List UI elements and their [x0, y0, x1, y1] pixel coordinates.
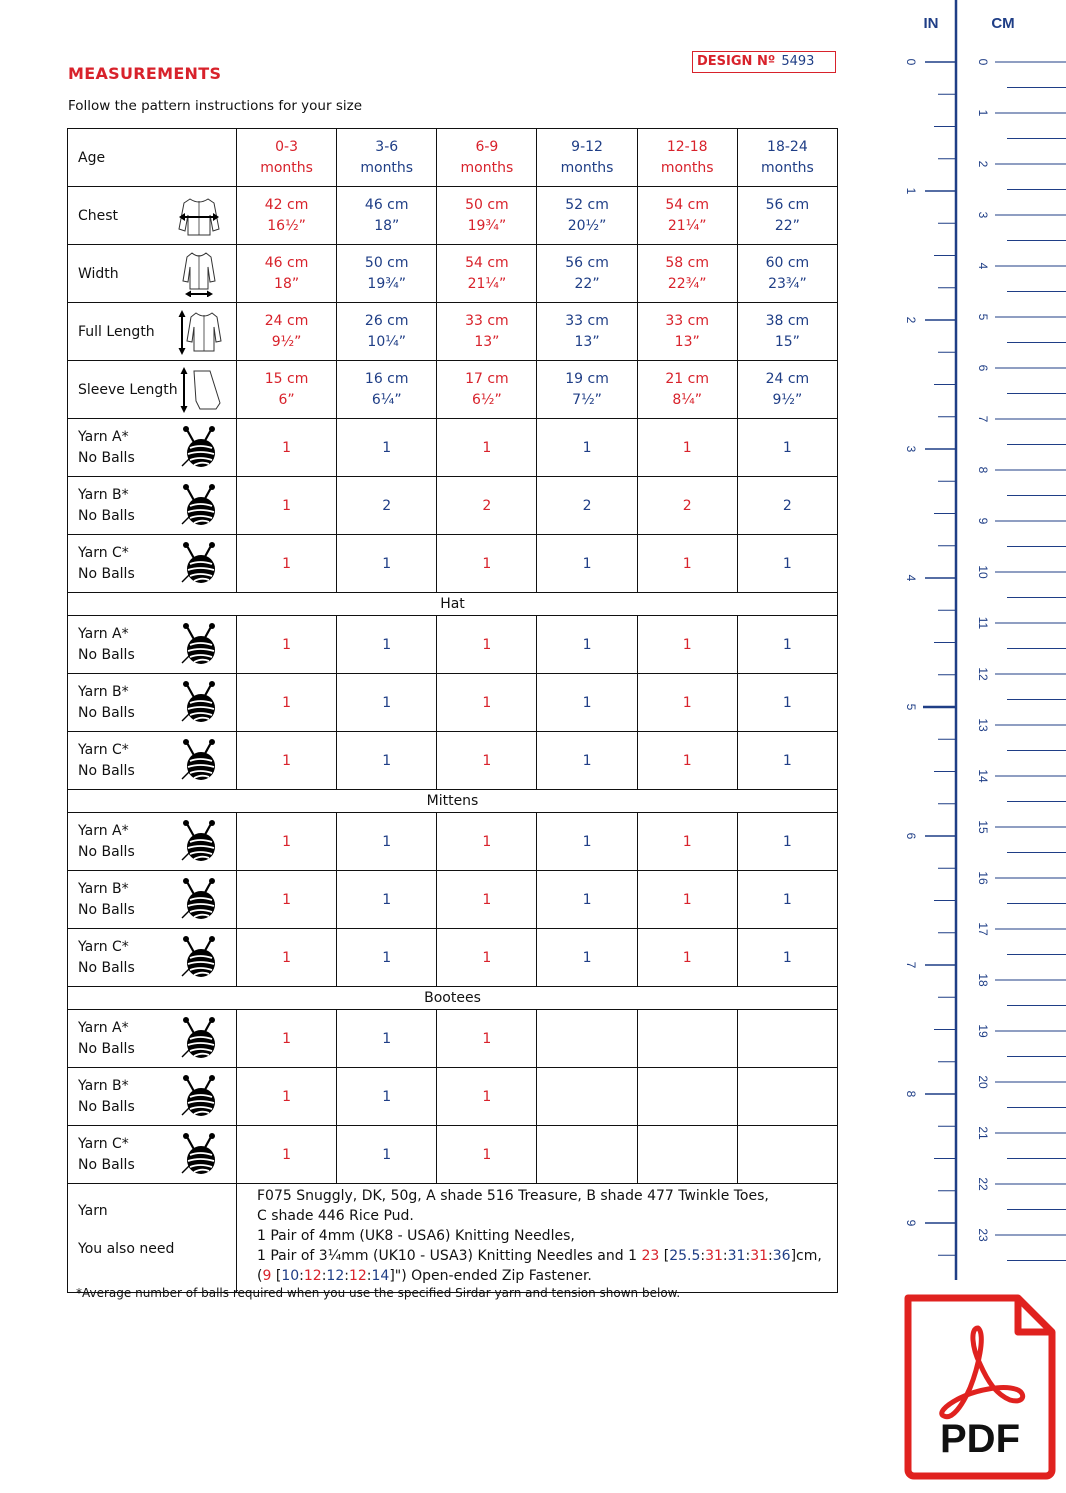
measurement-inches: 18”: [274, 275, 300, 292]
measurement-cm: 24 cm: [765, 370, 810, 387]
ruler-cm-number: 11: [976, 616, 990, 630]
section-row: [68, 593, 838, 616]
ruler-cm-number: 0: [976, 58, 990, 66]
also-need-heading: You also need: [78, 1241, 175, 1257]
age-unit: months: [260, 159, 313, 176]
yarn-balls-cell: 1: [337, 871, 437, 929]
yarn-balls-cell: 1: [437, 1010, 537, 1068]
ruler-cm-number: 9: [976, 517, 990, 525]
ruler-cm-number: 23: [976, 1228, 990, 1242]
yarn-balls-cell: 1: [537, 674, 637, 732]
yarn-balls-cell: 1: [437, 674, 537, 732]
measurement-inches: 9½”: [271, 333, 302, 350]
yarn-balls-cell: 1: [437, 813, 537, 871]
yarn-balls-cell: 1: [737, 929, 837, 987]
yarn-balls-cell: 1: [637, 419, 737, 477]
design-number-box: [692, 51, 836, 73]
ruler-inch-number: 4: [904, 574, 918, 582]
measurement-inches: 7½”: [572, 391, 602, 408]
measurement-inches: 13”: [674, 333, 700, 350]
yarn-label: Yarn C* No Balls: [68, 535, 237, 593]
ruler-cm-number: 15: [976, 820, 990, 834]
yarn-balls-cell: 1: [337, 813, 437, 871]
section-row: [68, 790, 838, 813]
age-unit: months: [560, 159, 614, 176]
zip-size-in: 14: [371, 1268, 390, 1284]
ruler-cm-number: 4: [976, 262, 990, 270]
age-cell: [537, 129, 637, 187]
ruler-inch-number: 0: [904, 58, 918, 66]
measurement-inches: 21¼”: [467, 275, 507, 292]
age-cell: [337, 129, 437, 187]
measurement-cm: 42 cm: [264, 196, 309, 213]
yarn-row: [68, 419, 838, 477]
ruler-cm-number: 5: [976, 313, 990, 321]
zip-size-cm: 31: [705, 1248, 723, 1264]
yarn-balls-cell: 2: [337, 477, 437, 535]
measurement-cm: 21 cm: [665, 370, 709, 387]
measurement-cm: 50 cm: [364, 254, 409, 271]
yarn-balls-cell: 1: [437, 732, 537, 790]
yarn-balls-cell: 1: [637, 813, 737, 871]
yarn-balls-cell: 1: [737, 616, 837, 674]
ruler-inch-number: 8: [904, 1090, 918, 1098]
yarn-balls-cell: 1: [237, 871, 337, 929]
zip-size-cm: 23: [641, 1248, 660, 1264]
measurement-cell: [437, 303, 537, 361]
yarn-balls-cell: 1: [337, 674, 437, 732]
ruler-cm-number: 1: [976, 109, 990, 117]
age-range: 18-24: [767, 138, 808, 155]
section-row: [68, 987, 838, 1010]
yarn-label: Yarn B* No Balls: [68, 871, 237, 929]
measurement-cell: [637, 361, 737, 419]
yarn-balls-cell: 1: [337, 616, 437, 674]
ruler-cm-number: 3: [976, 211, 990, 219]
yarn-balls-cell: 1: [637, 674, 737, 732]
measurement-cm: 60 cm: [765, 254, 810, 271]
ruler-inch-number: 7: [904, 961, 918, 969]
yarn-balls-cell: [637, 1010, 737, 1068]
measurement-inches: 22”: [774, 217, 800, 234]
yarn-balls-cell: 1: [637, 535, 737, 593]
measurement-cm: 19 cm: [565, 370, 609, 387]
yarn-row: [68, 616, 838, 674]
yarn-balls-cell: 1: [737, 871, 837, 929]
age-range: 9-12: [571, 138, 603, 155]
yarn-balls-cell: 1: [337, 929, 437, 987]
ruler-cm-number: 22: [976, 1177, 990, 1191]
yarn-label: Yarn C* No Balls: [68, 732, 237, 790]
age-range: 6-9: [475, 138, 499, 155]
ruler-inch-number: 6: [904, 832, 918, 840]
measurement-cell: [537, 303, 637, 361]
measurement-label: Full Length: [68, 303, 237, 361]
ruler-cm-number: 20: [976, 1075, 990, 1089]
age-cell: [637, 129, 737, 187]
measurement-inches: 8¼”: [672, 391, 703, 408]
yarn-balls-cell: [637, 1068, 737, 1126]
yarn-balls-cell: 1: [537, 732, 637, 790]
yarn-balls-cell: 1: [537, 535, 637, 593]
section-title: Bootees: [68, 987, 838, 1010]
measurement-inches: 9½”: [772, 391, 803, 408]
measurement-cm: 56 cm: [765, 196, 810, 213]
measurement-cell: [637, 303, 737, 361]
ruler-cm-number: 2: [976, 160, 990, 168]
yarn-balls-cell: 1: [337, 1010, 437, 1068]
yarn-balls-cell: 1: [637, 732, 737, 790]
yarn-balls-cell: [737, 1068, 837, 1126]
measurement-cell: [337, 245, 437, 303]
measurement-cell: [337, 303, 437, 361]
ruler-cm-number: 6: [976, 364, 990, 372]
yarn-row: [68, 477, 838, 535]
zip-size-in: 12: [326, 1268, 345, 1284]
yarn-label: Yarn A* No Balls: [68, 419, 237, 477]
measurement-inches: 10¼”: [367, 333, 407, 350]
measurement-cm: 33 cm: [565, 312, 609, 329]
measurement-label: Width: [68, 245, 237, 303]
measurement-inches: 18”: [374, 217, 400, 234]
design-label: DESIGN Nº: [697, 54, 776, 69]
yarn-info-labels: [68, 1184, 237, 1293]
measurement-inches: 13”: [574, 333, 600, 350]
yarn-line-2: C shade 446 Rice Pud.: [257, 1208, 414, 1224]
yarn-balls-cell: 1: [237, 535, 337, 593]
measurement-cm: 17 cm: [465, 370, 509, 387]
yarn-balls-cell: [637, 1126, 737, 1184]
measurement-cell: [537, 361, 637, 419]
measurement-inches: 19¾”: [367, 275, 407, 292]
measurement-cell: [437, 187, 537, 245]
ruler-cm-number: 19: [976, 1024, 990, 1038]
measurement-cell: [737, 187, 837, 245]
measurement-inches: 23¾”: [768, 275, 807, 292]
yarn-label: Yarn B* No Balls: [68, 1068, 237, 1126]
yarn-balls-cell: 2: [737, 477, 837, 535]
yarn-label: Yarn C* No Balls: [68, 1126, 237, 1184]
yarn-balls-cell: 1: [237, 1068, 337, 1126]
yarn-balls-cell: 1: [737, 535, 837, 593]
yarn-balls-cell: 1: [337, 732, 437, 790]
yarn-balls-cell: 1: [237, 477, 337, 535]
yarn-info-row: [68, 1184, 838, 1293]
zip-size-cm: 31: [750, 1248, 769, 1264]
yarn-balls-cell: 2: [437, 477, 537, 535]
age-cell: [237, 129, 337, 187]
measurement-cell: [337, 361, 437, 419]
zip-size-cm: 31: [727, 1248, 746, 1264]
yarn-label: Yarn C* No Balls: [68, 929, 237, 987]
yarn-balls-cell: 1: [537, 871, 637, 929]
yarn-label: Yarn B* No Balls: [68, 674, 237, 732]
yarn-balls-cell: 1: [337, 1068, 437, 1126]
measurement-inches: 6½”: [472, 391, 502, 408]
yarn-balls-cell: 1: [637, 929, 737, 987]
yarn-balls-cell: 1: [337, 419, 437, 477]
measurement-cm: 16 cm: [364, 370, 409, 387]
measurement-inches: 6¼”: [371, 391, 402, 408]
yarn-row: [68, 1126, 838, 1184]
measurement-inches: 6”: [278, 391, 295, 408]
ruler-cm-number: 21: [976, 1126, 990, 1140]
zip-size-in: 10: [281, 1268, 300, 1284]
yarn-balls-cell: 1: [737, 419, 837, 477]
measurement-inches: 19¾”: [467, 217, 507, 234]
age-unit: months: [460, 159, 514, 176]
measurement-inches: 22¾”: [667, 275, 707, 292]
age-cell: [737, 129, 837, 187]
measurement-cm: 46 cm: [264, 254, 309, 271]
yarn-label: Yarn A* No Balls: [68, 616, 237, 674]
measurement-cm: 56 cm: [565, 254, 609, 271]
yarn-balls-cell: 1: [437, 871, 537, 929]
measurement-cell: [237, 303, 337, 361]
footnote: *Average number of balls required when you use the specified Sirdar yarn and tension shown below.: [76, 1286, 681, 1300]
measurement-row: [68, 361, 838, 419]
measurement-cm: 24 cm: [264, 312, 309, 329]
measurement-row: [68, 187, 838, 245]
yarn-row: [68, 674, 838, 732]
yarn-balls-cell: 2: [637, 477, 737, 535]
yarn-balls-cell: 1: [237, 929, 337, 987]
section-title: Hat: [68, 593, 838, 616]
measurement-label: Sleeve Length: [68, 361, 237, 419]
intro-text: Follow the pattern instructions for your size: [68, 98, 363, 114]
measurement-cm: 54 cm: [665, 196, 709, 213]
yarn-balls-cell: 1: [537, 929, 637, 987]
measurement-inches: 21¼”: [667, 217, 707, 234]
zip-line: (9 [10:12:12:12:14]") Open-ended Zip Fastener.: [257, 1268, 592, 1284]
age-range: 0-3: [275, 138, 299, 155]
yarn-line-1: F075 Snuggly, DK, 50g, A shade 516 Treasure, B shade 477 Twinkle Toes,: [257, 1188, 769, 1204]
zip-size-in: 12: [303, 1268, 322, 1284]
needles-line-1: 1 Pair of 4mm (UK8 - USA6) Knitting Needles,: [257, 1228, 575, 1244]
age-cell: [437, 129, 537, 187]
zip-size-cm: 36: [772, 1248, 791, 1264]
yarn-balls-cell: 1: [337, 535, 437, 593]
design-number: 5493: [781, 54, 815, 69]
measurement-cell: [237, 361, 337, 419]
measurement-cm: 58 cm: [665, 254, 709, 271]
yarn-balls-cell: 1: [237, 813, 337, 871]
needles-line-2: 1 Pair of 3¼mm (UK10 - USA3) Knitting Needles and 1 23 [25.5:31:31:31:36]cm,: [257, 1248, 822, 1264]
measurement-cm: 33 cm: [465, 312, 509, 329]
yarn-balls-cell: 1: [237, 1010, 337, 1068]
ruler-inch-number: 9: [904, 1219, 918, 1227]
measurement-inches: 22”: [574, 275, 600, 292]
measurement-cell: [437, 245, 537, 303]
yarn-balls-cell: 1: [237, 419, 337, 477]
measurement-inches: 20½”: [567, 217, 607, 234]
yarn-balls-cell: [537, 1126, 637, 1184]
ruler-cm-number: 7: [976, 415, 990, 423]
age-row: [68, 129, 838, 187]
zip-size-cm: 25.5: [669, 1248, 701, 1264]
yarn-info-text: [237, 1184, 838, 1293]
ruler-inch-number: 5: [904, 703, 918, 711]
measurements-table: [67, 128, 838, 1293]
ruler-inch-number: 3: [904, 445, 918, 453]
yarn-balls-cell: 1: [637, 616, 737, 674]
yarn-balls-cell: [537, 1068, 637, 1126]
age-unit: months: [761, 159, 814, 176]
yarn-balls-cell: 1: [237, 732, 337, 790]
ruler-cm-number: 16: [976, 871, 990, 885]
ruler-cm-label: CM: [991, 15, 1015, 32]
measurement-cm: 26 cm: [364, 312, 409, 329]
yarn-balls-cell: 1: [437, 1068, 537, 1126]
measurement-label: Chest: [68, 187, 237, 245]
ruler-cm-number: 12: [976, 667, 990, 681]
measurement-cell: [537, 187, 637, 245]
pdf-label: PDF: [940, 1417, 1020, 1461]
measurement-inches: 16½”: [267, 217, 306, 234]
measurement-cm: 38 cm: [765, 312, 810, 329]
zip-size-in: 9: [262, 1268, 272, 1284]
measurement-cm: 33 cm: [665, 312, 709, 329]
yarn-balls-cell: 1: [437, 929, 537, 987]
age-range: 3-6: [375, 138, 399, 155]
yarn-balls-cell: [737, 1126, 837, 1184]
ruler-cm-number: 18: [976, 973, 990, 987]
ruler-inch-number: 1: [904, 187, 918, 195]
yarn-balls-cell: 1: [437, 535, 537, 593]
yarn-balls-cell: 1: [437, 419, 537, 477]
measurement-cm: 46 cm: [364, 196, 409, 213]
ruler-in-label: IN: [923, 15, 939, 32]
measurement-cm: 15 cm: [264, 370, 309, 387]
yarn-balls-cell: 1: [237, 1126, 337, 1184]
age-label: Age: [68, 129, 237, 187]
measurement-row: [68, 303, 838, 361]
ruler-inch-number: 2: [904, 316, 918, 324]
measurement-cell: [437, 361, 537, 419]
measurement-cell: [237, 187, 337, 245]
section-title: Mittens: [68, 790, 838, 813]
measurement-cell: [237, 245, 337, 303]
yarn-label: Yarn A* No Balls: [68, 1010, 237, 1068]
age-range: 12-18: [666, 138, 708, 155]
yarn-balls-cell: [737, 1010, 837, 1068]
pdf-icon[interactable]: [900, 1290, 1060, 1480]
yarn-balls-cell: 1: [737, 674, 837, 732]
zip-size-in: 12: [348, 1268, 367, 1284]
age-unit: months: [660, 159, 714, 176]
yarn-row: [68, 1010, 838, 1068]
ruler: [895, 0, 1066, 1280]
measurement-cell: [737, 361, 837, 419]
measurement-cell: [637, 187, 737, 245]
measurement-cm: 52 cm: [565, 196, 609, 213]
yarn-balls-cell: [537, 1010, 637, 1068]
page-title: MEASUREMENTS: [68, 64, 222, 83]
measurement-inches: 13”: [474, 333, 500, 350]
yarn-balls-cell: 1: [537, 813, 637, 871]
yarn-heading: Yarn: [78, 1203, 108, 1219]
measurement-cell: [737, 303, 837, 361]
measurement-row: [68, 245, 838, 303]
ruler-cm-number: 13: [976, 718, 990, 732]
yarn-balls-cell: 1: [437, 616, 537, 674]
yarn-row: [68, 929, 838, 987]
yarn-balls-cell: 1: [537, 616, 637, 674]
measurement-cell: [337, 187, 437, 245]
yarn-row: [68, 1068, 838, 1126]
age-unit: months: [360, 159, 414, 176]
measurement-inches: 15”: [774, 333, 800, 350]
yarn-label: Yarn A* No Balls: [68, 813, 237, 871]
yarn-balls-cell: 1: [537, 419, 637, 477]
measurement-cell: [537, 245, 637, 303]
ruler-cm-number: 14: [976, 769, 990, 783]
yarn-row: [68, 871, 838, 929]
ruler-cm-number: 17: [976, 922, 990, 936]
measurement-cm: 50 cm: [465, 196, 509, 213]
yarn-balls-cell: 1: [237, 616, 337, 674]
measurement-cell: [637, 245, 737, 303]
yarn-row: [68, 732, 838, 790]
ruler-cm-number: 8: [976, 466, 990, 474]
yarn-balls-cell: 1: [737, 813, 837, 871]
yarn-balls-cell: 1: [237, 674, 337, 732]
yarn-balls-cell: 1: [337, 1126, 437, 1184]
measurement-cell: [737, 245, 837, 303]
yarn-row: [68, 535, 838, 593]
measurement-cm: 54 cm: [465, 254, 509, 271]
yarn-balls-cell: 2: [537, 477, 637, 535]
yarn-label: Yarn B* No Balls: [68, 477, 237, 535]
ruler-cm-number: 10: [976, 565, 990, 579]
yarn-row: [68, 813, 838, 871]
yarn-balls-cell: 1: [737, 732, 837, 790]
yarn-balls-cell: 1: [437, 1126, 537, 1184]
yarn-balls-cell: 1: [637, 871, 737, 929]
